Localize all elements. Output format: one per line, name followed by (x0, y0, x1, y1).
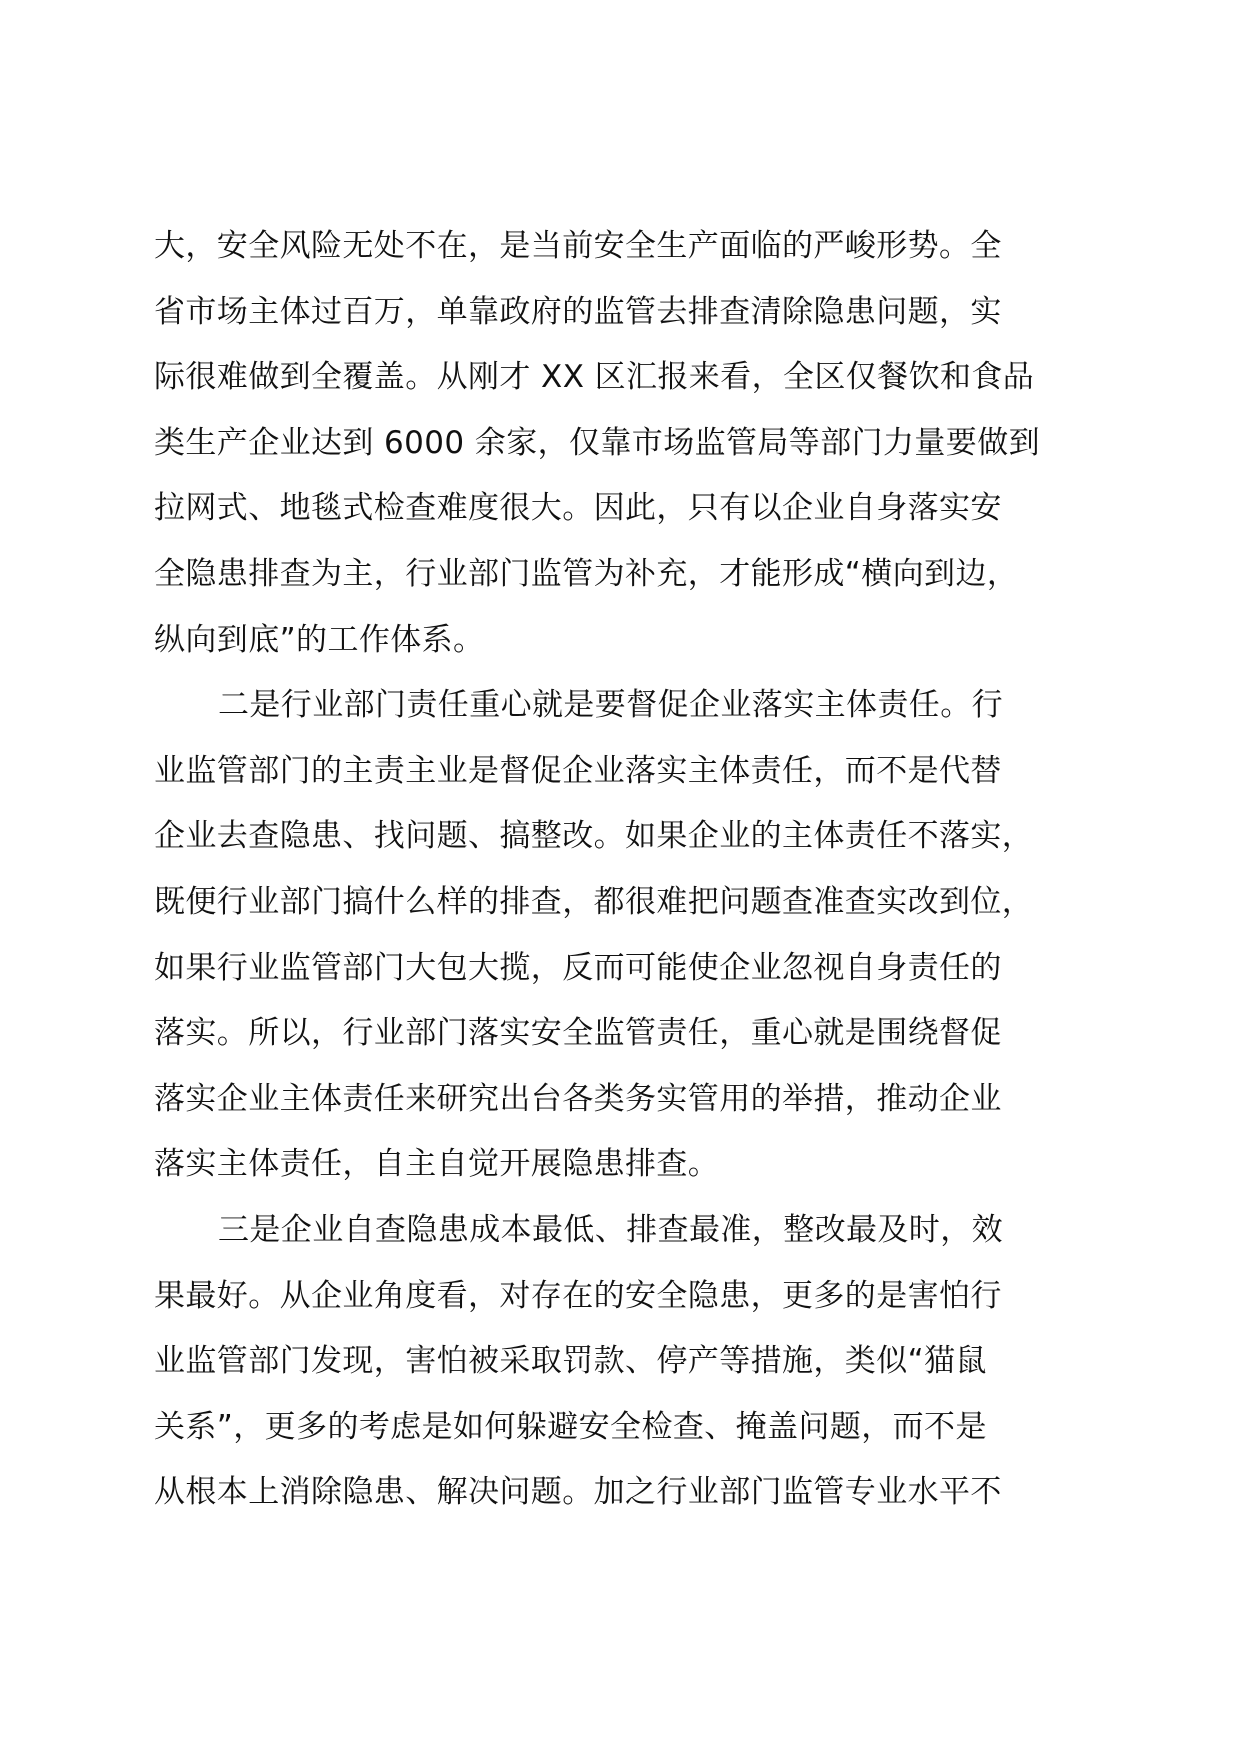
text-line: 落实。所以，行业部门落实安全监管责任，重心就是围绕督促 (154, 1015, 1002, 1052)
text-line: 企业去查隐患、找问题、搞整改。如果企业的主体责任不落实， (154, 818, 1034, 855)
text-line: 从根本上消除隐患、解决问题。加之行业部门监管专业水平不 (154, 1474, 1002, 1511)
paragraph-start-line: 二是行业部门责任重心就是要督促企业落实主体责任。行 (218, 687, 1003, 724)
text-line: 业监管部门的主责主业是督促企业落实主体责任，而不是代替 (154, 752, 1002, 789)
text-line: 业监管部门发现，害怕被采取罚款、停产等措施，类似“猫鼠 (154, 1343, 987, 1380)
text-line: 落实主体责任，自主自觉开展隐患排查。 (154, 1146, 720, 1183)
body-text (154, 214, 1126, 1526)
text-line: 纵向到底”的工作体系。 (154, 621, 485, 658)
paragraph-start-line: 三是企业自查隐患成本最低、排查最准，整改最及时，效 (218, 1211, 1003, 1248)
text-line: 际很难做到全覆盖。从刚才 XX 区汇报来看，全区仅餐饮和食品 (154, 359, 1035, 396)
text-line: 落实企业主体责任来研究出台各类务实管用的举措，推动企业 (154, 1080, 1002, 1117)
text-line: 既便行业部门搞什么样的排查，都很难把问题查准查实改到位， (154, 883, 1034, 920)
text-line: 果最好。从企业角度看，对存在的安全隐患，更多的是害怕行 (154, 1277, 1002, 1314)
text-line: 大，安全风险无处不在，是当前安全生产面临的严峻形势。全 (154, 228, 1002, 264)
text-line: 如果行业监管部门大包大揽，反而可能使企业忽视自身责任的 (154, 949, 1002, 986)
text-line: 拉网式、地毯式检查难度很大。因此，只有以企业自身落实安 (154, 490, 1002, 527)
text-line: 全隐患排查为主，行业部门监管为补充，才能形成“横向到边， (154, 555, 1019, 592)
text-line: 关系”，更多的考虑是如何躲避安全检查、掩盖问题，而不是 (154, 1408, 987, 1445)
text-line: 省市场主体过百万，单靠政府的监管去排查清除隐患问题，实 (154, 293, 1002, 330)
text-line: 类生产企业达到 6000 余家，仅靠市场监管局等部门力量要做到 (154, 424, 1040, 461)
